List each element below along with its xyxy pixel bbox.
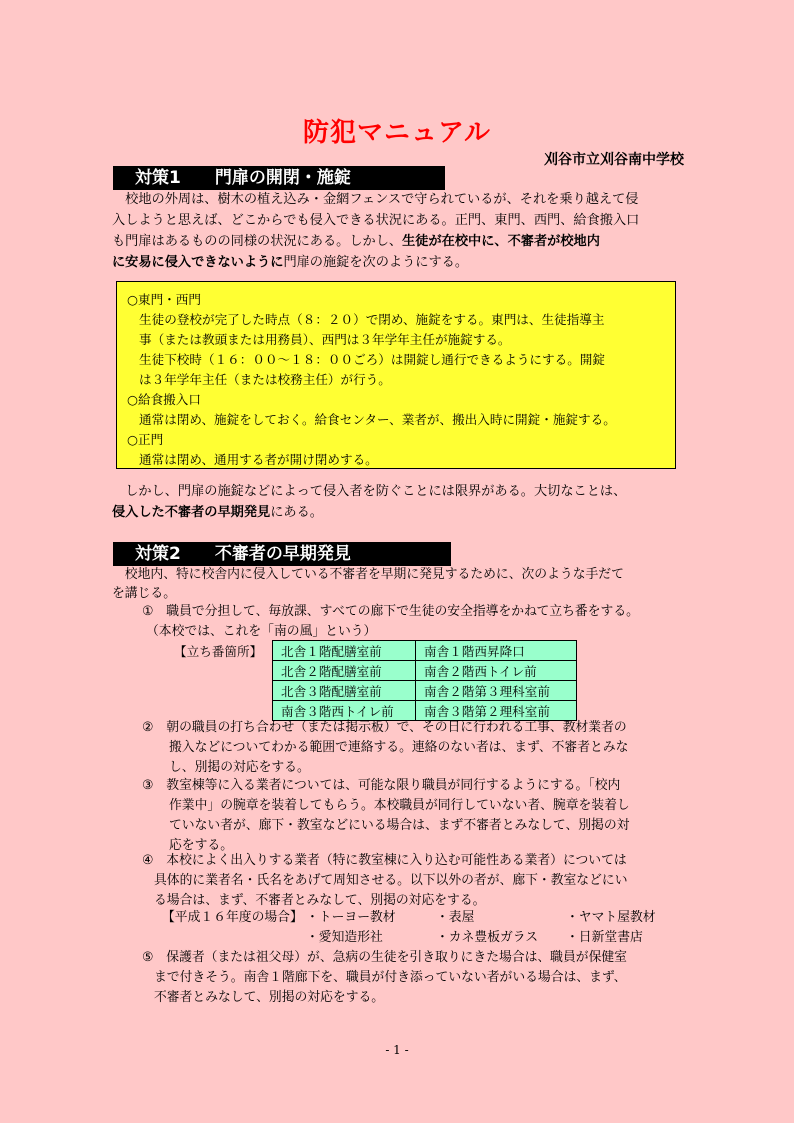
text-line: 応をする。 (169, 838, 233, 853)
posts-label: 【立ち番箇所】 (174, 644, 263, 659)
table-cell: 南舎２階第３理科室前 (416, 681, 577, 701)
table-cell: 南舎３階第２理科室前 (416, 701, 577, 721)
text-line: 不審者とみなして、別掲の対応をする。 (154, 990, 385, 1005)
text-line: ていない者が、廊下・教室などにいる場合は、まず不審者とみなして、別掲の対 (169, 818, 630, 833)
table-cell: 北舎１階配膳室前 (273, 641, 416, 661)
vendor-name: ・日新堂書店 (566, 930, 643, 945)
text-span: にある。 (270, 505, 323, 520)
box-line: 生徒の登校が完了した時点（８：２０）で閉め、施錠をする。東門は、生徒指導主 (139, 312, 605, 327)
text-line: 作業中」の腕章を装着してもらう。本校職員が同行していない者、腕章を装着し (169, 798, 630, 813)
text-line: （本校では、これを「南の風」という） (146, 624, 377, 639)
vendors-label: 【平成１６年度の場合】 (162, 910, 303, 925)
table-cell: 南舎１階西昇降口 (416, 641, 577, 661)
list-item-1 (142, 602, 692, 642)
vendor-name: ・トーヨー教材 (306, 910, 396, 925)
text-line: ③ 教室棟等に入る業者については、可能な限り職員が同行するようにする。「校内 (142, 778, 621, 793)
emphasis-text: 生徒が在校中に、不審者が校地内 (402, 234, 600, 249)
text-line: ⑤ 保護者（または祖父母）が、急病の生徒を引き取りにきた場合は、職員が保健室 (142, 950, 627, 965)
list-item-3 (142, 776, 692, 856)
text-span: も門扉はあるものの同様の状況にある。しかし、 (112, 234, 403, 249)
box-line: 通常は閉め、施錠をしておく。給食センター、業者が、搬出入時に開錠・施錠する。 (139, 412, 616, 427)
text-line: る場合は、まず、不審者とみなして、別掲の対応をする。 (154, 893, 486, 908)
school-name: 刈谷市立刈谷南中学校 (544, 152, 684, 168)
text-line (112, 252, 686, 273)
text-line: ④ 本校によく出入りする業者（特に教室棟に入り込む可能性ある業者）については (142, 853, 627, 868)
posts-table (272, 640, 577, 721)
vendor-name: ・ヤマト屋教材 (566, 910, 656, 925)
table-cell: 南舎２階西トイレ前 (416, 661, 577, 681)
text-line: 具体的に業者名・氏名をあげて周知させる。以下以外の者が、廊下・教室などにい (154, 873, 628, 888)
text-line: 入しようと思えば、どこからでも侵入できる状況にある。正門、東門、西門、給食搬入口 (112, 213, 640, 228)
section1-paragraph (112, 189, 686, 273)
section1-heading: 対策1 門扉の開閉・施錠 (113, 166, 445, 190)
emphasis-text: に安易に侵入できないように (112, 255, 284, 270)
emphasis-text: 侵入した不審者の早期発見 (112, 505, 271, 520)
lunch-entrance-heading: ○給食搬入口 (127, 392, 201, 407)
text-line: まで付きそう。南舎１階廊下を、職員が付き添っていない者がいる場合は、まず、 (154, 970, 627, 985)
vendor-name: ・愛知造形社 (306, 930, 383, 945)
section2-intro (112, 565, 686, 603)
text-line: 校地の外周は、樹木の植え込み・金網フェンスで守られているが、それを乗り越えて侵 (112, 192, 639, 207)
section2-heading: 対策2 不審者の早期発見 (113, 542, 451, 566)
table-cell: 南舎３階西トイレ前 (273, 701, 416, 721)
box-line: は３年学年主任（または校務主任）が行う。 (139, 372, 391, 387)
text-span: 門扉の施錠を次のようにする。 (283, 255, 469, 270)
vendor-name: ・表屋 (436, 910, 475, 925)
box-line: 生徒下校時（１６：００～１８：００ごろ）は開錠し通行できるようにする。開錠 (139, 352, 605, 367)
list-item-2 (142, 718, 692, 778)
table-row (273, 661, 577, 681)
list-item-5 (142, 948, 692, 1008)
section1-conclusion (112, 481, 686, 523)
text-line: ② 朝の職員の打ち合わせ（または掲示板）で、その日に行われる工事、教材業者の (142, 720, 627, 735)
page-title: 防犯マニュアル (303, 118, 491, 148)
table-cell: 北舎３階配膳室前 (273, 681, 416, 701)
text-line (112, 502, 686, 523)
table-row (273, 681, 577, 701)
text-line (112, 231, 686, 252)
list-item-4 (142, 851, 692, 911)
gate-schedule-box (116, 281, 676, 469)
page-number: - 1 - (385, 1043, 409, 1057)
text-line: 搬入などについてわかる範囲で連絡する。連絡のない者は、まず、不審者とみな (169, 740, 629, 755)
east-west-gate-heading: ○東門・西門 (127, 292, 201, 307)
text-line: 校地内、特に校舎内に侵入している不審者を早期に発見するために、次のような手だて (112, 567, 624, 582)
vendor-name: ・カネ豊板ガラス (436, 930, 538, 945)
text-line: し、別掲の対応をする。 (169, 760, 310, 775)
box-line: 事（または教頭または用務員）、西門は３年学年主任が施錠する。 (139, 332, 511, 347)
text-line: しかし、門扉の施錠などによって侵入者を防ぐことには限界がある。大切なことは、 (112, 484, 627, 499)
table-cell: 北舎２階配膳室前 (273, 661, 416, 681)
main-gate-heading: ○正門 (127, 432, 164, 447)
box-line: 通常は閉め、通用する者が開け閉めする。 (139, 452, 378, 467)
text-line: を講じる。 (112, 586, 176, 601)
text-line: ① 職員で分担して、毎放課、すべての廊下で生徒の安全指導をかねて立ち番をする。 (142, 604, 639, 619)
table-row (273, 641, 577, 661)
